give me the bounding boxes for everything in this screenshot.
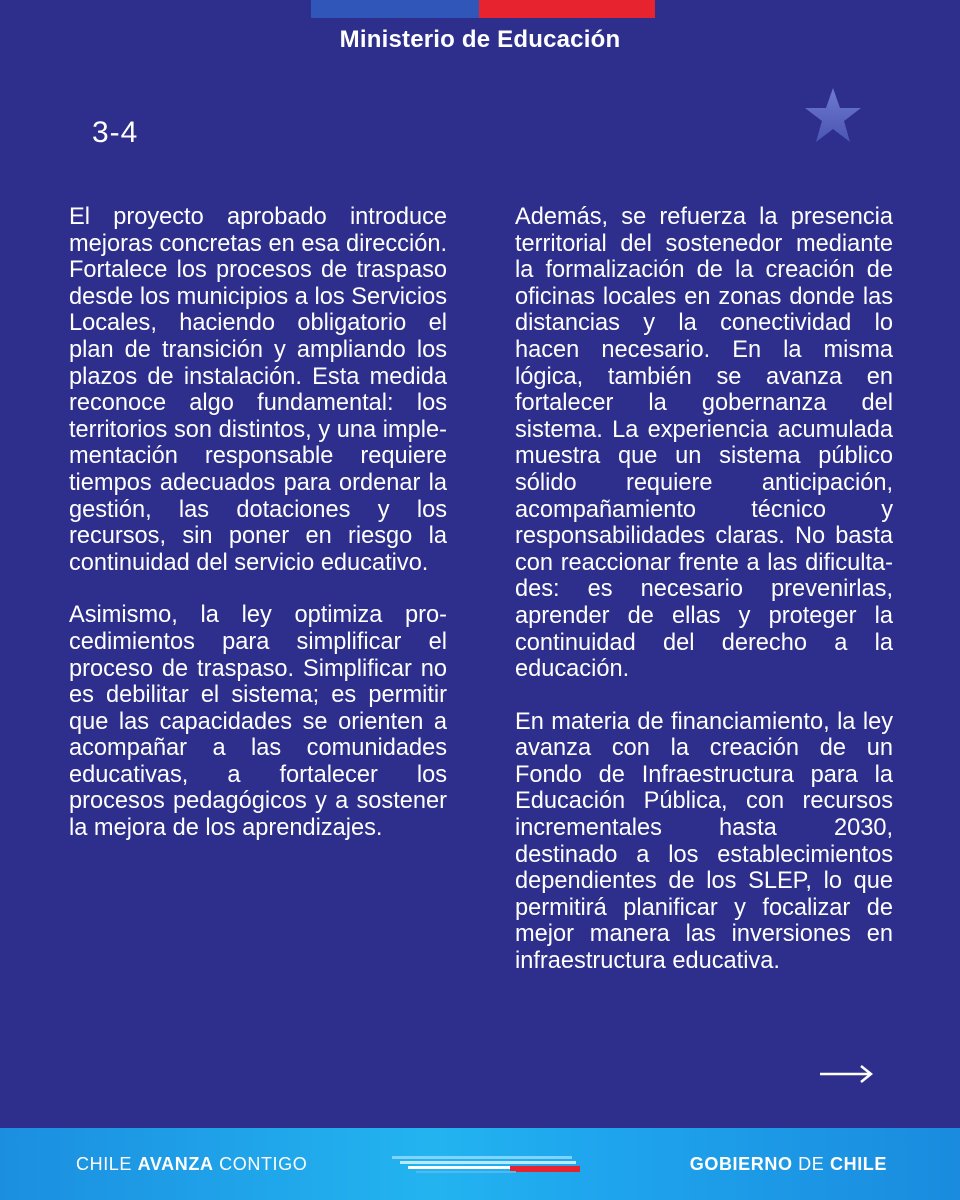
page-number: 3-4 (92, 116, 139, 149)
flag-logo-icon (392, 1152, 584, 1176)
footer-gov-light: DE (798, 1154, 825, 1174)
paragraph-right-1: Además, se refuerza la presencia territorial del sostenedor mediante la formalización de la creación de oficinas locales en zonas donde las distancias y la conectividad lo hacen necesario. En la misma lógica, también se avanza en fortalecer la gobernanza del sistema. La experiencia acumulada muestra que un sistema público sólido requiere anticipación, acompañamiento técnico y responsabilidades claras. No basta con reaccionar frente a las dificultades: es necesario prevenirlas, aprender de ellas y proteger la continuidad del derecho a la educación. (515, 204, 893, 683)
paragraph-left-2: Asimismo, la ley optimiza procedimientos para simplificar el proceso de traspaso. Simplificar no es debilitar el sistema; es permitir que las capacidades se orienten a acompañar a las comunidades educativas, a fortalecer los procesos pedagógicos y a sostener la mejora de los aprendizajes. (69, 602, 447, 842)
footer-slogan (76, 1154, 307, 1175)
footer-slogan-prefix: CHILE (76, 1154, 138, 1174)
footer-band (0, 1128, 960, 1200)
star-icon (803, 86, 863, 146)
paragraph-left-1: El proyecto aprobado introduce mejoras concretas en esa dirección. Fortalece los procesos de traspaso desde los municipios a los Servicios Locales, haciendo obligatorio el plan de transición y ampliando los plazos de instalación. Esta medida reconoce algo fundamental: los territorios son distintos, y una implementación responsable requiere tiempos adecuados para ordenar la gestión, las dotaciones y los recursos, sin poner en riesgo la continuidad del servicio educativo. (69, 204, 447, 576)
footer-government (690, 1154, 887, 1175)
flag-stripe-red (479, 0, 655, 18)
flag-stripe-blue (311, 0, 479, 18)
right-column (515, 204, 893, 1001)
left-column (69, 204, 447, 868)
ministry-title: Ministerio de Educación (339, 26, 621, 53)
footer-gov-suffix: CHILE (824, 1154, 887, 1174)
paragraph-right-2: En materia de financiamiento, la ley avanza con la creación de un Fondo de Infraestructura para la Educación Pública, con recursos incrementales hasta 2030, destinado a los establecimientos dependientes de los SLEP, lo que permitirá planificar y focalizar de mejor manera las inversiones en infraestructura educativa. (515, 708, 893, 975)
flag-stripe (311, 0, 655, 18)
arrow-right-icon[interactable] (819, 1062, 875, 1086)
footer-slogan-strong: AVANZA (137, 1154, 214, 1174)
footer-gov-prefix: GOBIERNO (689, 1154, 799, 1174)
footer-slogan-suffix: CONTIGO (213, 1154, 308, 1174)
